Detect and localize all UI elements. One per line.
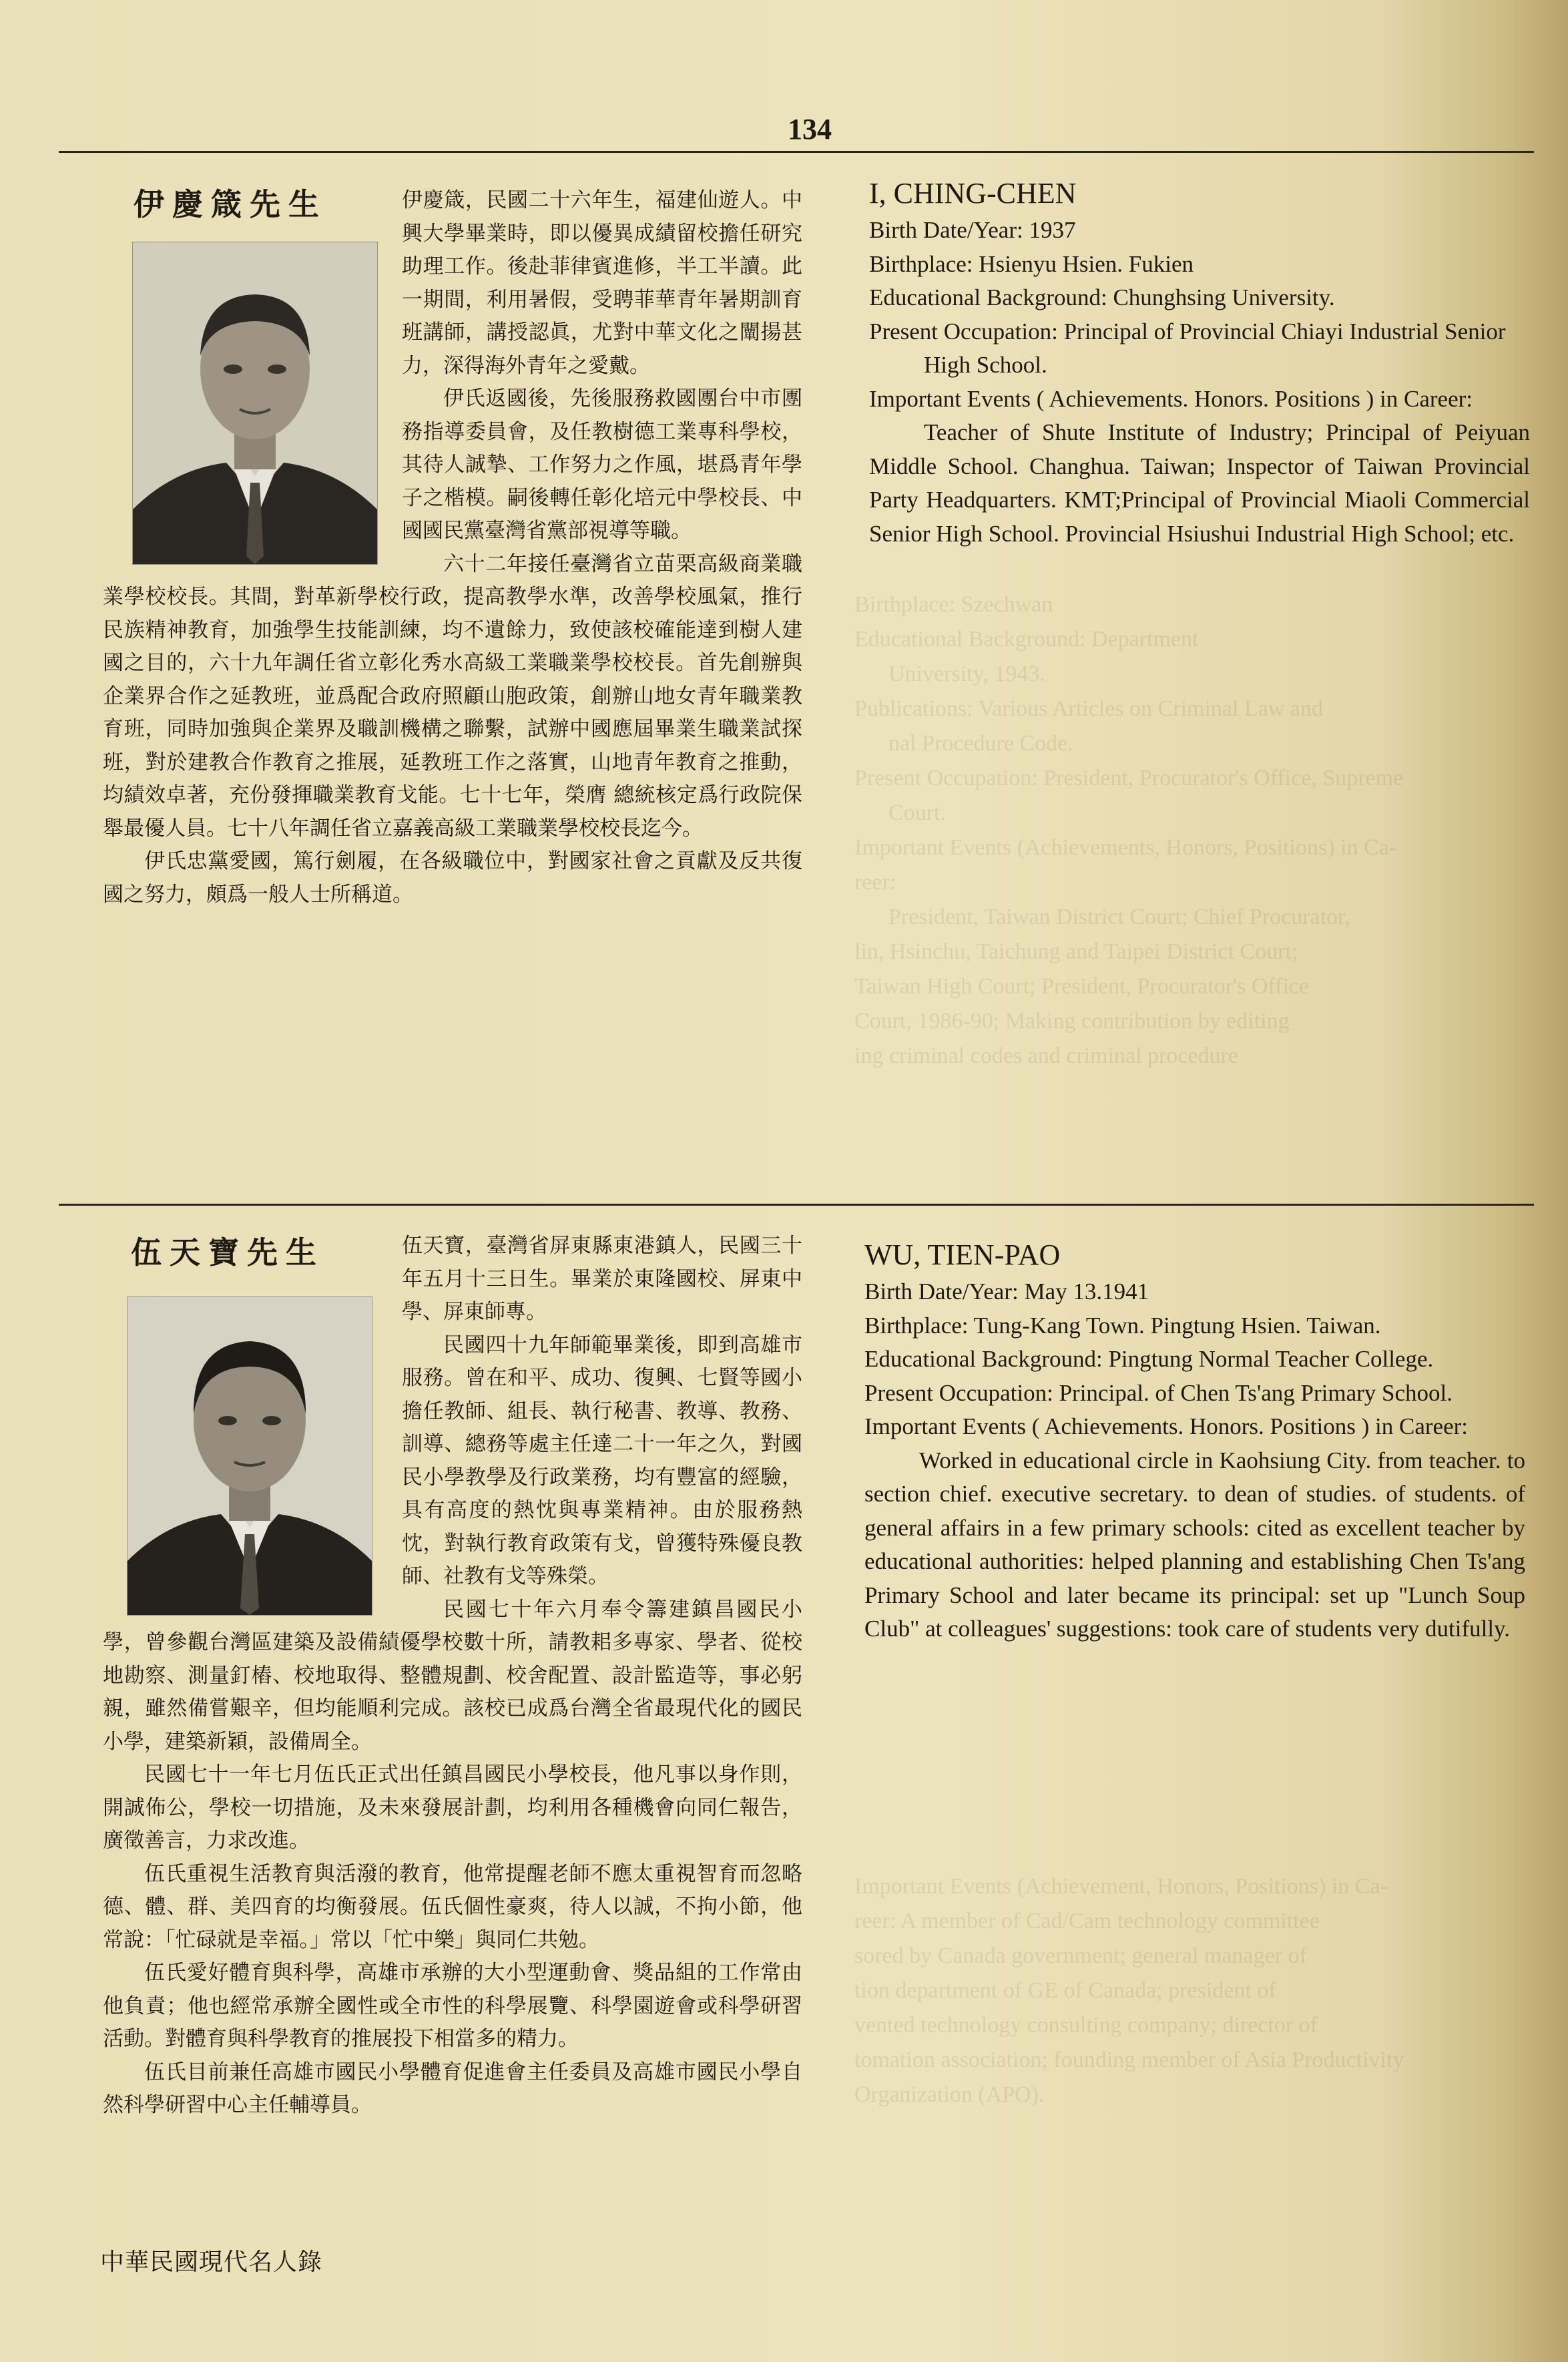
page-number: 134: [788, 113, 832, 146]
entry-2-cn-paragraph: 民國七十年六月奉令籌建鎮昌國民小學，曾參觀台灣區建築及設備績優學校數十所，請教耜多專家、學者、從校地勘察、測量釘樁、校地取得、整體規劃、校舍配置、設計監造等，事必躬親，雖然備嘗艱辛，但均能順利完成。該校已成爲台灣全省最現代化的國民小學，建築新穎，設備周全。: [103, 1597, 802, 1754]
entry-2-name-en: WU, TIEN-PAO: [864, 1238, 1061, 1271]
top-rule: [59, 151, 1534, 153]
entry-2-cn-paragraph: 伍氏重視生活教育與活潑的教育，他常提醒老師不應太重視智育而忽略德、體、群、美四育的均衡發展。伍氏個性豪爽，待人以誠，不拘小節，他常說：「忙碌就是幸福。」常以「忙中樂」與同仁共勉。: [103, 1861, 802, 1952]
portrait-spacer: [103, 184, 390, 575]
entry-1-events-text: Teacher of Shute Institute of Industry; Principal of Peiyuan Middle School. Changhua. Taiwan; Inspector of Taiwan Provincial Party Headquarters. KMT;Principal of Provincial Miaoli Commercial Senior High School. Provincial Hsiushui Industrial High School; etc.: [869, 419, 1530, 547]
entry-1-education: Educational Background: Chunghsing University.: [869, 284, 1335, 310]
book-page: Birthplace: Szechwan Educational Background: Department University, 1943. Publications: Various Articles on Criminal Law and nal Procedure Code. Present Occupation: President, Procurator's Office, Supreme Court. Important Events (Achievements, Honors, Positions) in Ca- reer: President, Taiwan District Court; Chief Procurator, lin, Hsinchu, Taichung and Taipei District Court; Taiwan High Court; President, Procurator's Office Court, 1986-90; Making contribution by editing ing criminal codes and criminal procedure Important Events (Achievement, Honors, Positions) in Ca- reer: A member of Cad/Cam technology committee sored by Canada government; general manager of tion department of GE of Canada; president of vented technology consulting company; director of tomation association; founding member of Asia Productivity Organization (APO). 134 伊慶箴先生 伊慶箴，民國二十六年生，福建仙遊人。中興大學畢業時，即以優異成績留校擔任研究助理工作。後赴菲律賓進修，半工半讀。此一期間，利用暑假，受聘菲華青年暑期訓育班講師，講授認眞，尤對中華文化之闡揚甚力，深得海外青年之愛戴。 伊氏返國後，先後服務救國團台中市團務指導委員會，及任教樹德工業專科學校，其待人誠摯、工作努力之作風，堪爲青年學子之楷模。嗣後轉任彰化培元中學校長、中國國民黨臺灣省黨部視導等職。 六十二年接任臺灣省立苗栗高級商業職業學校校長。其間，對革新學校行政，提高教學水準，改善學校風氣，推行民族精神教育，加強學生技能訓練，均不遺餘力，致使該校確能達到樹人建國之目的，六十九年調任省立彰化秀水高級工業職業學校校長。首先創辦與企業界合作之延教班，並爲配合政府照顧山胞政策，創辦山地女青年職業教育班，同時加強與企業界及職訓機構之聯繫，試辦中國應屆畢業生職業試探班，對於建教合作教育之推展，延教班工作之落實，山地青年教育之推動，均績效卓著，充份發揮職業教育戈能。七十七年，榮膺 總統核定爲行政院保舉最優人員。七十八年調任省立嘉義高級工業職業學校校長迄今。 伊氏忠黨愛國，篤行劍履，在各級職位中，對國家社會之貢獻及反共復國之努力，頗爲一般人士所稱道。 I, CHING-CHEN Birth Date/Year: 1937 Birthplace: Hsienyu Hsien. Fukien Educational Background: Chunghsing University. Present Occupation: Principal of Provincial Chiayi Industrial Senior High School. Important Events ( Achievements. Honors. Positions ) in Career: Teacher of Shute Institute of Industry; Principal of Peiyuan Middle School. Changhua. Taiwan; Inspector of Taiwan Provincial Party Headquarters. KMT;Principal of Provincial Miaoli Commercial Senior High School. Provincial Hsiushui Industrial High School; etc. 伍天寶先生 伍天寶，臺灣省屏東縣東港鎮人，民國三十年五月十三日生。畢業於東隆國校、屏東中學、屏東師專。 民國四十九年師範畢業後，即到高雄市服務。曾在和平、成功、復興、七賢等國小擔任教師、組長、執行秘書、教導、教務、訓導、總務等處主任達二十一年之久，對國民小學教學及行政業務，均有豐富的經驗，具有高度的熱忱與專業精神。由於服務熱忱，對執行教育政策有戈，曾獲特殊優良教師、社教有戈等殊榮。 民國七十年六月奉令籌建鎮昌國民小學，曾參觀台灣區建築及設備績優學校數十所，請教耜多專家、學者、從校地勘察、測量釘樁、校地取得、整體規劃、校舍配置、設計監造等，事必躬親，雖然備嘗艱辛，但均能順利完成。該校已成爲台灣全省最現代化的國民小學，建築新穎，設備周全。 民國七十一年七月伍氏正式出任鎮昌國民小學校長，他凡事以身作則，開誠佈公，學校一切措施，及未來發展計劃，均利用各種機會向同仁報告，廣徵善言，力求改進。 伍氏重視生活教育與活潑的教育，他常提醒老師不應太重視智育而忽略德、體、群、美四育的均衡發展。伍氏個性豪爽，待人以誠，不拘小節，他常說：「忙碌就是幸福。」常以「忙中樂」與同仁共勉。 伍氏愛好體育與科學，高雄市承辦的大小型運動會、獎品組的工作常由他負責；他也經常承辦全國性或全市性的科學展覽、科學園遊會或科學研習活動。對體育與科學教育的推展投下相當多的精力。 伍氏目前兼任高雄市國民小學體育促進會主任委員及高雄市國民小學自然科學研習中心主任輔導員。 WU, TIEN-PAO Birth Date/Year: May 13.1941 Birthplace: Tung-Kang Town. Pingtung Hsien. Taiwan. Educational Background: Pingtung Normal Teacher College. Present Occupation: Principal. of Chen Ts'ang Primary School. Important Events ( Achievements. Honors. Positions ) in Career: Worked in educational circle in Kaohsiung City. from teacher. to section chief. executive secretary. to dean of studies. of students. of general affairs in a few primary schools: cited as excellent teacher by educational authorities: helped planning and establishing Chen Ts'ang Primary School and later became its principal: set up "Lunch Soup Club" at colleagues' suggestions: took care of students very dutifully. 中華民國現代名人錄: [0, 0, 1568, 2362]
entry-2-cn-paragraph: 伍氏愛好體育與科學，高雄市承辦的大小型運動會、獎品組的工作常由他負責；他也經常承辦全國性或全市性的科學展覽、科學園遊會或科學研習活動。對體育與科學教育的推展投下相當多的精力。: [103, 1961, 802, 2051]
entry-1-name-en: I, CHING-CHEN: [869, 177, 1077, 210]
portrait-spacer: [103, 1230, 390, 1607]
entry-1-english-biography: [869, 175, 1530, 551]
entry-2-events-label: Important Events ( Achievements. Honors. Positions ) in Career:: [864, 1413, 1469, 1439]
entry-2-birth: Birth Date/Year: May 13.1941: [864, 1278, 1149, 1305]
entry-2-cn-paragraph: 伍氏目前兼任高雄市國民小學體育促進會主任委員及高雄市國民小學自然科學研習中心主任輔導員。: [103, 2060, 802, 2117]
middle-rule: [59, 1204, 1534, 1206]
entry-1-cn-paragraph: 六十二年接任臺灣省立苗栗高級商業職業學校校長。其間，對革新學校行政，提高教學水準，改善學校風氣，推行民族精神教育，加強學生技能訓練，均不遺餘力，致使該校確能達到樹人建國之目的，六十九年調任省立彰化秀水高級工業職業學校校長。首先創辦與企業界合作之延教班，並爲配合政府照顧山胞政策，創辦山地女青年職業教育班，同時加強與企業界及職訓機構之聯繫，試辦中國應屆畢業生職業試探班，對於建教合作教育之推展，延教班工作之落實，山地青年教育之推動，均績效卓著，充份發揮職業教育戈能。七十七年，榮膺 總統核定爲行政院保舉最優人員。七十八年調任省立嘉義高級工業職業學校校長迄今。: [103, 551, 802, 841]
entry-1-occupation: Present Occupation: Principal of Provincial Chiayi Industrial Senior High School.: [869, 318, 1506, 378]
entry-1-cn-paragraph: 伊慶箴，民國二十六年生，福建仙遊人。中興大學畢業時，即以優異成績留校擔任研究助理工作。後赴菲律賓進修，半工半讀。此一期間，利用暑假，受聘菲華青年暑期訓育班講師，講授認眞，尤對中華文化之闡揚甚力，深得海外青年之愛戴。: [402, 188, 802, 378]
entry-2-cn-paragraph: 民國七十一年七月伍氏正式出任鎮昌國民小學校長，他凡事以身作則，開誠佈公，學校一切措施，及未來發展計劃，均利用各種機會向同仁報告，廣徵善言，力求改進。: [103, 1762, 802, 1853]
entry-2-events-text: Worked in educational circle in Kaohsiung City. from teacher. to section chief. executive secretary. to dean of studies. of students. of general affairs in a few primary schools: cited as excellent teacher by educational authorities: helped planning and establishing Chen Ts'ang Primary School and later became its principal: set up "Lunch Soup Club" at colleagues' suggestions: took care of students very dutifully.: [864, 1447, 1525, 1642]
book-footer-title: 中華民國現代名人錄: [100, 2249, 323, 2276]
entry-2-chinese-biography: [103, 1230, 802, 2122]
entry-1-chinese-biography: [103, 184, 802, 911]
entry-2-education: Educational Background: Pingtung Normal Teacher College.: [864, 1346, 1434, 1372]
entry-1-birthplace: Birthplace: Hsienyu Hsien. Fukien: [869, 250, 1194, 277]
entry-2-english-biography: [864, 1236, 1525, 1646]
entry-1-cn-paragraph: 伊氏返國後，先後服務救國團台中市團務指導委員會，及任教樹德工業專科學校，其待人誠摯、工作努力之作風，堪爲青年學子之楷模。嗣後轉任彰化培元中學校長、中國國民黨臺灣省黨部視導等職。: [402, 387, 802, 543]
entry-2-occupation: Present Occupation: Principal. of Chen Ts'ang Primary School.: [864, 1379, 1453, 1406]
entry-2-name-cn: 伍天寶先生: [131, 1234, 324, 1270]
entry-1-birth: Birth Date/Year: 1937: [869, 217, 1076, 243]
entry-2-cn-paragraph: 伍天寶，臺灣省屏東縣東港鎮人，民國三十年五月十三日生。畢業於東隆國校、屏東中學、屏東師專。: [402, 1234, 802, 1324]
entry-2-birthplace: Birthplace: Tung-Kang Town. Pingtung Hsien. Taiwan.: [864, 1312, 1381, 1339]
entry-1-events-label: Important Events ( Achievements. Honors. Positions ) in Career:: [869, 385, 1473, 412]
entry-1-cn-paragraph: 伊氏忠黨愛國，篤行劍履，在各級職位中，對國家社會之貢獻及反共復國之努力，頗爲一般人士所稱道。: [103, 849, 802, 907]
entry-2-cn-paragraph: 民國四十九年師範畢業後，即到高雄市服務。曾在和平、成功、復興、七賢等國小擔任教師、組長、執行秘書、教導、教務、訓導、總務等處主任達二十一年之久，對國民小學教學及行政業務，均有豐富的經驗，具有高度的熱忱與專業精神。由於服務熱忱，對執行教育政策有戈，曾獲特殊優良教師、社教有戈等殊榮。: [402, 1333, 802, 1588]
entry-1-name-cn: 伊慶箴先生: [134, 186, 327, 222]
